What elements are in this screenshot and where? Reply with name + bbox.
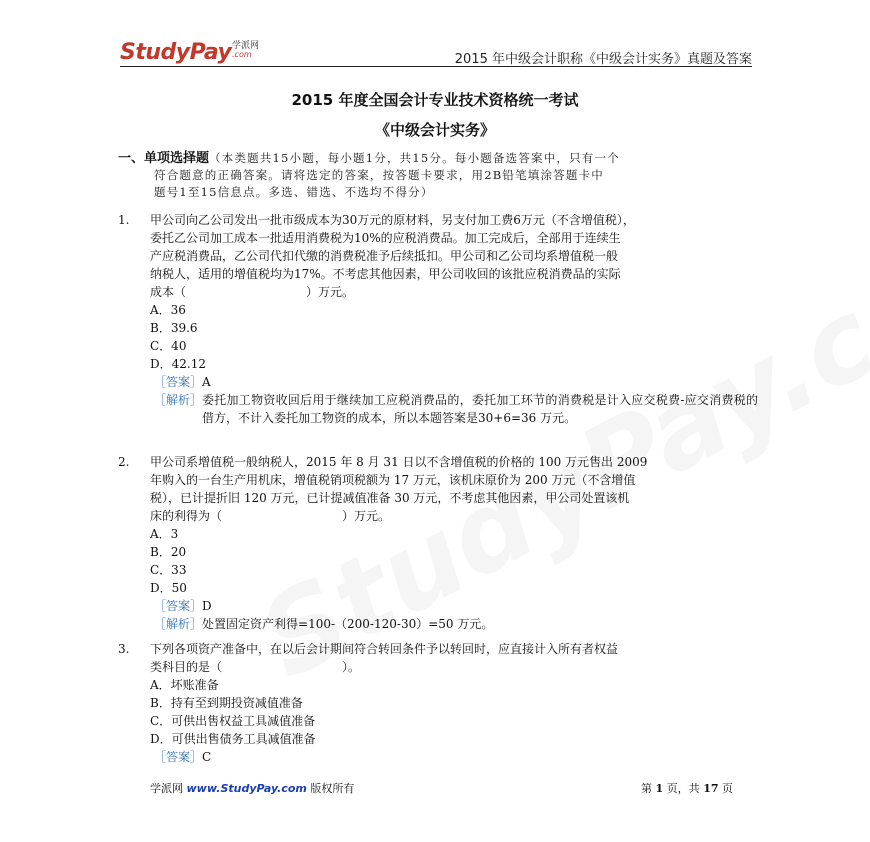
- question-3: [118, 640, 758, 766]
- option-a: A．36: [150, 303, 186, 317]
- answer-line: [154, 748, 758, 766]
- question-number: 2.: [118, 455, 130, 469]
- answer-label: ［答案］: [154, 750, 203, 764]
- option-b: B．持有至到期投资减值准备: [150, 696, 303, 710]
- stem-part: ）万元。: [306, 285, 355, 299]
- footer-copyright: [150, 780, 354, 796]
- question-stem: [150, 211, 758, 301]
- explanation-label: ［解析］: [154, 393, 203, 407]
- question-number: 1.: [118, 213, 130, 227]
- question-stem: [150, 453, 758, 525]
- answer-label: ［答案］: [154, 375, 203, 389]
- answer-label: ［答案］: [154, 599, 203, 613]
- section-heading: 一、单项选择题: [118, 151, 210, 166]
- answer-value: C: [202, 750, 212, 764]
- answer-line: [154, 597, 758, 615]
- page-mid: 页，共: [666, 782, 700, 795]
- option-c: C．可供出售权益工具减值准备: [150, 714, 316, 728]
- stem-line: [150, 507, 758, 525]
- stem-line: [150, 658, 758, 676]
- header-divider: [120, 66, 752, 67]
- stem-part: 类科目的是（: [150, 660, 223, 674]
- question-1: [118, 211, 758, 427]
- page-suffix: 页: [722, 782, 733, 795]
- exam-title: 2015 年度全国会计专业技术资格统一考试: [291, 91, 579, 109]
- section-single-choice: [118, 150, 758, 201]
- page-prefix: 第: [641, 782, 653, 795]
- stem-line: [150, 283, 758, 301]
- option-d: D．42.12: [150, 357, 206, 371]
- option-c: C．40: [150, 339, 187, 353]
- logo-text: StudyPay: [120, 40, 232, 65]
- question-number: 3.: [118, 642, 130, 656]
- explanation: [154, 615, 758, 633]
- exam-subject-title: 《中级会计实务》: [374, 121, 495, 139]
- answer-value: D: [202, 599, 212, 613]
- logo-com-text: .com: [232, 50, 252, 59]
- stem-line: 甲公司系增值税一般纳税人，2015 年 8 月 31 日以不含增值税的价格的 100 万元售出 2009: [150, 455, 648, 469]
- stem-line: 委托乙公司加工成本一批适用消费税为10%的应税消费品。加工完成后，全部用于连续生: [150, 231, 621, 245]
- option-c: C．33: [150, 563, 187, 577]
- stem-part: 床的利得为（: [150, 509, 223, 523]
- stem-part: ）。: [342, 660, 361, 674]
- section-desc-line2: 符合题意的正确答案。请将选定的答案，按答题卡要求，用2B铅笔填涂答题卡中: [154, 168, 604, 182]
- explanation-text: 委托加工物资收回后用于继续加工应税消费品的，委托加工环节的消费税是计入应交税费-应交消费税的借方，不计入委托加工物资的成本，所以本题答案是30+6=36 万元。: [202, 393, 758, 425]
- option-b: B．20: [150, 545, 187, 559]
- header-title: 2015 年中级会计职称《中级会计实务》真题及答案: [454, 52, 752, 67]
- footer-rights: 版权所有: [310, 782, 355, 795]
- logo-sub-text: 学派网: [232, 41, 260, 51]
- option-d: D．50: [150, 581, 187, 595]
- option-b: B．39.6: [150, 321, 198, 335]
- question-2: [118, 453, 758, 633]
- stem-line: 甲公司向乙公司发出一批市级成本为30万元的原材料，另支付加工费6万元（不含增值税），: [150, 213, 635, 227]
- footer-page-number: [641, 780, 733, 796]
- question-stem: [150, 640, 758, 676]
- section-desc-line1: （本类题共15小题，每小题1分，共15分。每小题备选答案中，只有一个: [209, 151, 620, 165]
- stem-line: 纳税人，适用的增值税均为17%。不考虑其他因素，甲公司收回的该批应税消费品的实际: [150, 267, 621, 281]
- page-total: 17: [703, 782, 719, 795]
- section-desc-line3: 题号1至15信息点。多选、错选、不选均不得分）: [154, 185, 434, 199]
- stem-part: ）万元。: [342, 509, 391, 523]
- footer-site: 学派网: [150, 782, 183, 795]
- page-current: 1: [655, 782, 664, 795]
- answer-value: A: [202, 375, 211, 389]
- option-a: A．3: [150, 527, 179, 541]
- answer-line: [154, 373, 758, 391]
- stem-line: 年购入的一台生产用机床，增值税销项税额为 17 万元，该机床原价为 200 万元（不含增值: [150, 473, 636, 487]
- stem-line: 下列各项资产准备中，在以后会计期间符合转回条件予以转回时，应直接计入所有者权益: [150, 642, 619, 656]
- explanation-label: ［解析］: [154, 617, 203, 631]
- footer-link[interactable]: www.StudyPay.com: [186, 782, 307, 795]
- option-a: A．坏账准备: [150, 678, 219, 692]
- stem-line: 产应税消费品，乙公司代扣代缴的消费税准予后续抵扣。甲公司和乙公司均系增值税一般: [150, 249, 619, 263]
- stem-line: 税），已计提折旧 120 万元，已计提减值准备 30 万元，不考虑其他因素，甲公司处置该机: [150, 491, 630, 505]
- option-d: D．可供出售债务工具减值准备: [150, 732, 316, 746]
- explanation-text: 处置固定资产利得=100-（200-120-30）=50 万元。: [202, 617, 494, 631]
- explanation: [154, 391, 758, 427]
- stem-part: 成本（: [150, 285, 187, 299]
